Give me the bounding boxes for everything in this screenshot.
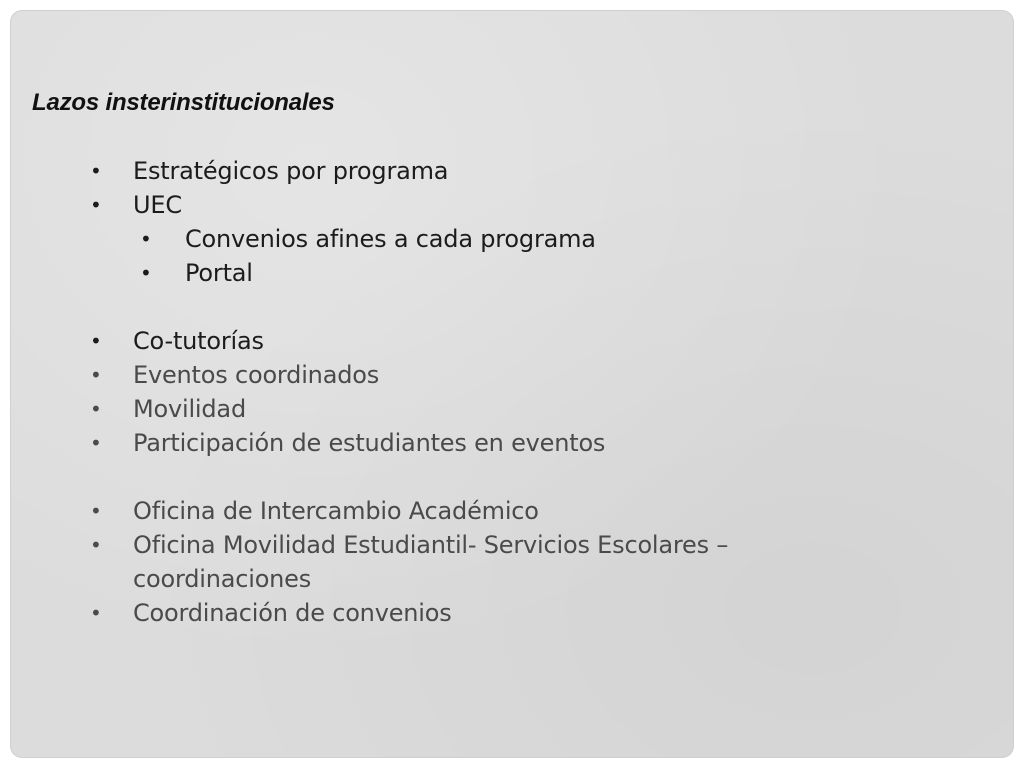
list-item-text: Eventos coordinados <box>133 361 380 389</box>
list-item <box>32 528 833 596</box>
list-item-text: UEC <box>133 191 182 219</box>
bullet-icon: • <box>90 159 102 183</box>
list-item <box>32 494 992 528</box>
slide-content <box>32 86 992 630</box>
bullet-icon: • <box>90 363 102 387</box>
list-item <box>32 426 992 460</box>
list-item-text: Movilidad <box>133 395 246 423</box>
list-item <box>32 324 992 358</box>
bullet-icon: • <box>90 533 102 557</box>
bullet-icon: • <box>140 261 152 285</box>
list-item <box>32 154 992 188</box>
list-item-text: Convenios afines a cada programa <box>185 225 596 253</box>
slide-heading: Lazos insterinstitucionales <box>32 89 335 116</box>
slide <box>10 10 1014 758</box>
list-item-text: Estratégicos por programa <box>133 157 449 185</box>
list-item <box>32 392 992 426</box>
list-item <box>32 596 992 630</box>
bullet-icon: • <box>90 431 102 455</box>
list-item <box>32 358 992 392</box>
list-item-text: Participación de estudiantes en eventos <box>133 429 606 457</box>
list-item-text: Coordinación de convenios <box>133 599 452 627</box>
list-subitem <box>32 222 992 256</box>
bullet-group-3 <box>32 494 992 630</box>
bullet-icon: • <box>90 499 102 523</box>
bullet-icon: • <box>90 329 102 353</box>
list-item <box>32 188 992 222</box>
list-item-text: Oficina Movilidad Estudiantil- Servicios Escolares – coordinaciones <box>133 531 729 593</box>
list-subitem <box>32 256 992 290</box>
bullet-icon: • <box>90 601 102 625</box>
list-item-text: Co-tutorías <box>133 327 264 355</box>
bullet-icon: • <box>140 227 152 251</box>
bullet-icon: • <box>90 193 102 217</box>
list-item-text: Oficina de Intercambio Académico <box>133 497 539 525</box>
bullet-group-2 <box>32 324 992 460</box>
list-item-text: Portal <box>185 259 253 287</box>
bullet-icon: • <box>90 397 102 421</box>
bullet-group-1 <box>32 154 992 290</box>
